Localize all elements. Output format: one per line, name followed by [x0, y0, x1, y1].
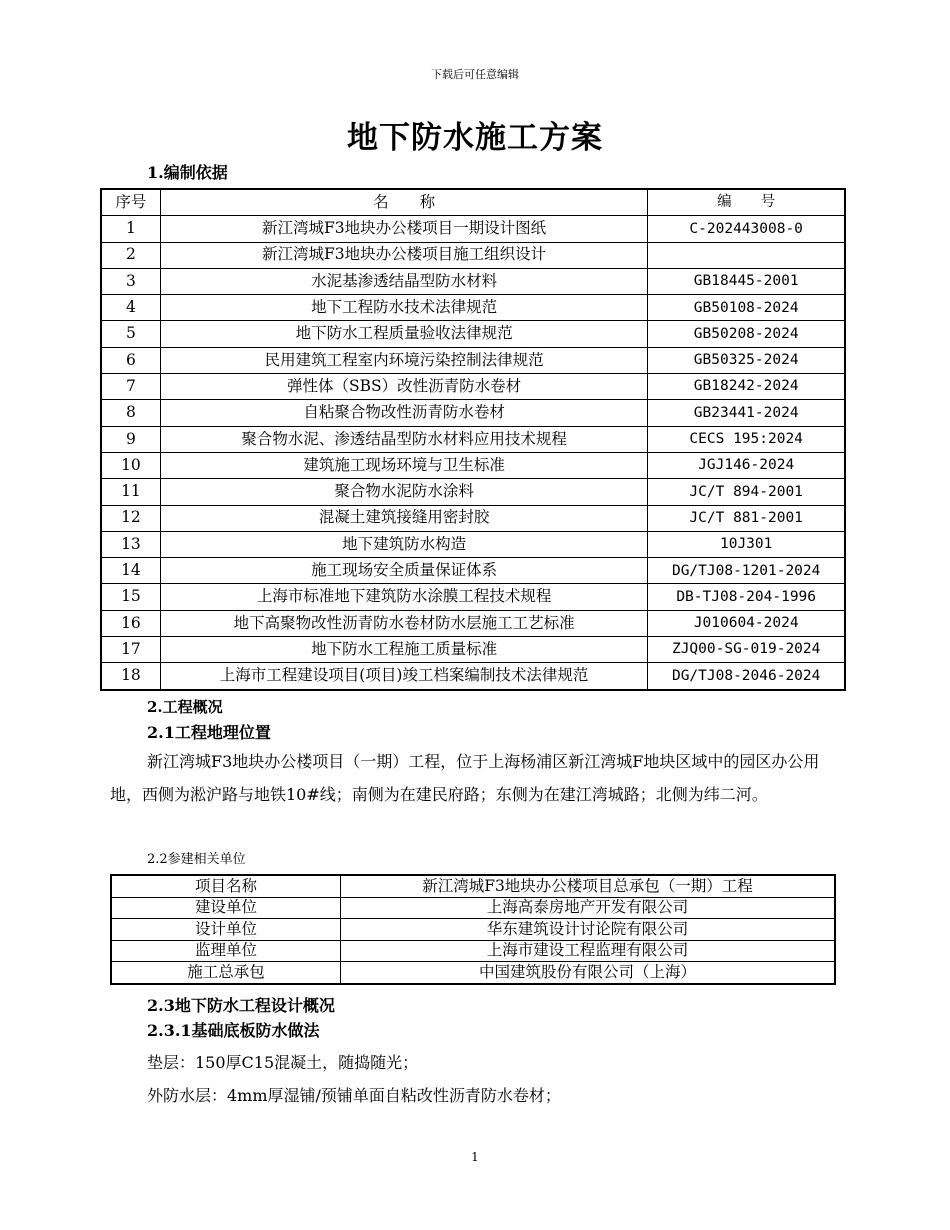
table-row: [111, 940, 835, 962]
table-cell: 弹性体（SBS）改性沥青防水卷材: [160, 374, 648, 400]
table-row: [101, 400, 845, 426]
table-cell: 地下防水工程质量验收法律规范: [160, 321, 648, 347]
outer-waterproof-line: 外防水层：4mm厚湿铺/预铺单面自粘改性沥青防水卷材；: [147, 1086, 561, 1105]
table-cell: JC/T 881-2001: [648, 505, 845, 531]
table-cell: 7: [101, 374, 160, 400]
basis-table: [100, 188, 846, 691]
table-cell: 中国建筑股份有限公司（上海）: [341, 962, 836, 984]
table-cell: GB50208-2024: [648, 321, 845, 347]
table-cell: 项目名称: [111, 875, 341, 897]
table-cell: ZJQ00-SG-019-2024: [648, 637, 845, 663]
table-cell: 2: [101, 242, 160, 268]
table-header-cell: 序号: [101, 189, 160, 216]
table-cell: 水泥基渗透结晶型防水材料: [160, 268, 648, 294]
table-row: [101, 347, 845, 373]
table-row: [101, 610, 845, 636]
section-heading-location: 2.1工程地理位置: [147, 723, 271, 742]
table-cell: GB18445-2001: [648, 268, 845, 294]
units-table: [110, 874, 836, 985]
table-row: [101, 479, 845, 505]
table-cell: 施工总承包: [111, 962, 341, 984]
table-cell: 新江湾城F3地块办公楼项目施工组织设计: [160, 242, 648, 268]
table-cell: 上海市工程建设项目(项目)竣工档案编制技术法律规范: [160, 663, 648, 690]
table-cell: 地下工程防水技术法律规范: [160, 295, 648, 321]
table-cell: 地下防水工程施工质量标准: [160, 637, 648, 663]
table-cell: 11: [101, 479, 160, 505]
location-paragraph: 新江湾城F3地块办公楼项目（一期）工程，位于上海杨浦区新江湾城F地块区域中的园区办公用地，西侧为淞沪路与地铁10#线；南侧为在建民府路；东侧为在建江湾城路；北侧为纬二河。: [110, 752, 820, 804]
table-row: [101, 663, 845, 690]
table-cell: JGJ146-2024: [648, 452, 845, 478]
document-title: 地下防水施工方案: [347, 120, 603, 156]
table-cell: 民用建筑工程室内环境污染控制法律规范: [160, 347, 648, 373]
table-cell: 聚合物水泥、渗透结晶型防水材料应用技术规程: [160, 426, 648, 452]
table-cell: 3: [101, 268, 160, 294]
table-cell: 上海市标准地下建筑防水涂膜工程技术规程: [160, 584, 648, 610]
table-header-row: [101, 189, 845, 216]
table-cell: 混凝土建筑接缝用密封胶: [160, 505, 648, 531]
table-cell: 新江湾城F3地块办公楼项目一期设计图纸: [160, 216, 648, 242]
table-cell: 建筑施工现场环境与卫生标准: [160, 452, 648, 478]
table-cell: 施工现场安全质量保证体系: [160, 558, 648, 584]
table-row: [101, 531, 845, 557]
table-cell: 自粘聚合物改性沥青防水卷材: [160, 400, 648, 426]
table-cell: CECS 195:2024: [648, 426, 845, 452]
table-row: [111, 962, 835, 984]
header-note: 下载后可任意编辑: [431, 68, 519, 81]
table-cell: 15: [101, 584, 160, 610]
table-cell: 5: [101, 321, 160, 347]
table-cell: 设计单位: [111, 919, 341, 941]
table-row: [111, 919, 835, 941]
table-cell: 12: [101, 505, 160, 531]
table-cell: 监理单位: [111, 940, 341, 962]
table-cell: 9: [101, 426, 160, 452]
page-number: 1: [471, 1150, 479, 1164]
table-cell: 地下高聚物改性沥青防水卷材防水层施工工艺标准: [160, 610, 648, 636]
table-cell: 聚合物水泥防水涂料: [160, 479, 648, 505]
table-row: [101, 637, 845, 663]
table-cell: GB18242-2024: [648, 374, 845, 400]
table-cell: 17: [101, 637, 160, 663]
table-cell: 地下建筑防水构造: [160, 531, 648, 557]
table-row: [101, 558, 845, 584]
table-cell: 18: [101, 663, 160, 690]
cushion-line: 垫层：150厚C15混凝土，随捣随光；: [147, 1053, 419, 1072]
section-heading-overview: 2.工程概况: [147, 698, 223, 716]
table-cell: JC/T 894-2001: [648, 479, 845, 505]
table-cell: J010604-2024: [648, 610, 845, 636]
table-cell: C-202443008-0: [648, 216, 845, 242]
table-row: [101, 242, 845, 268]
table-cell: DB-TJ08-204-1996: [648, 584, 845, 610]
table-cell: GB50325-2024: [648, 347, 845, 373]
table-cell: 华东建筑设计讨论院有限公司: [341, 919, 836, 941]
table-row: [111, 897, 835, 919]
table-cell: 6: [101, 347, 160, 373]
table-cell: 上海市建设工程监理有限公司: [341, 940, 836, 962]
table-row: [101, 505, 845, 531]
table-cell: 10J301: [648, 531, 845, 557]
table-cell: 14: [101, 558, 160, 584]
table-row: [101, 452, 845, 478]
table-cell: [648, 242, 845, 268]
table-row: [101, 268, 845, 294]
table-cell: 新江湾城F3地块办公楼项目总承包（一期）工程: [341, 875, 836, 897]
table-cell: GB50108-2024: [648, 295, 845, 321]
table-cell: 8: [101, 400, 160, 426]
table-cell: 4: [101, 295, 160, 321]
section-heading-units: 2.2参建相关单位: [147, 852, 246, 867]
section-heading-basis: 1.编制依据: [147, 163, 228, 182]
table-cell: 1: [101, 216, 160, 242]
table-cell: DG/TJ08-1201-2024: [648, 558, 845, 584]
table-header-cell: 名 称: [160, 189, 648, 216]
table-cell: 上海高泰房地产开发有限公司: [341, 897, 836, 919]
table-cell: DG/TJ08-2046-2024: [648, 663, 845, 690]
section-heading-design: 2.3地下防水工程设计概况: [147, 996, 335, 1015]
table-row: [111, 875, 835, 897]
table-row: [101, 216, 845, 242]
table-row: [101, 295, 845, 321]
table-cell: 16: [101, 610, 160, 636]
table-row: [101, 374, 845, 400]
table-row: [101, 321, 845, 347]
table-cell: GB23441-2024: [648, 400, 845, 426]
table-cell: 建设单位: [111, 897, 341, 919]
section-heading-floor: 2.3.1基础底板防水做法: [147, 1021, 320, 1040]
table-row: [101, 426, 845, 452]
table-header-cell: 编 号: [648, 189, 845, 216]
table-row: [101, 584, 845, 610]
table-cell: 13: [101, 531, 160, 557]
table-cell: 10: [101, 452, 160, 478]
